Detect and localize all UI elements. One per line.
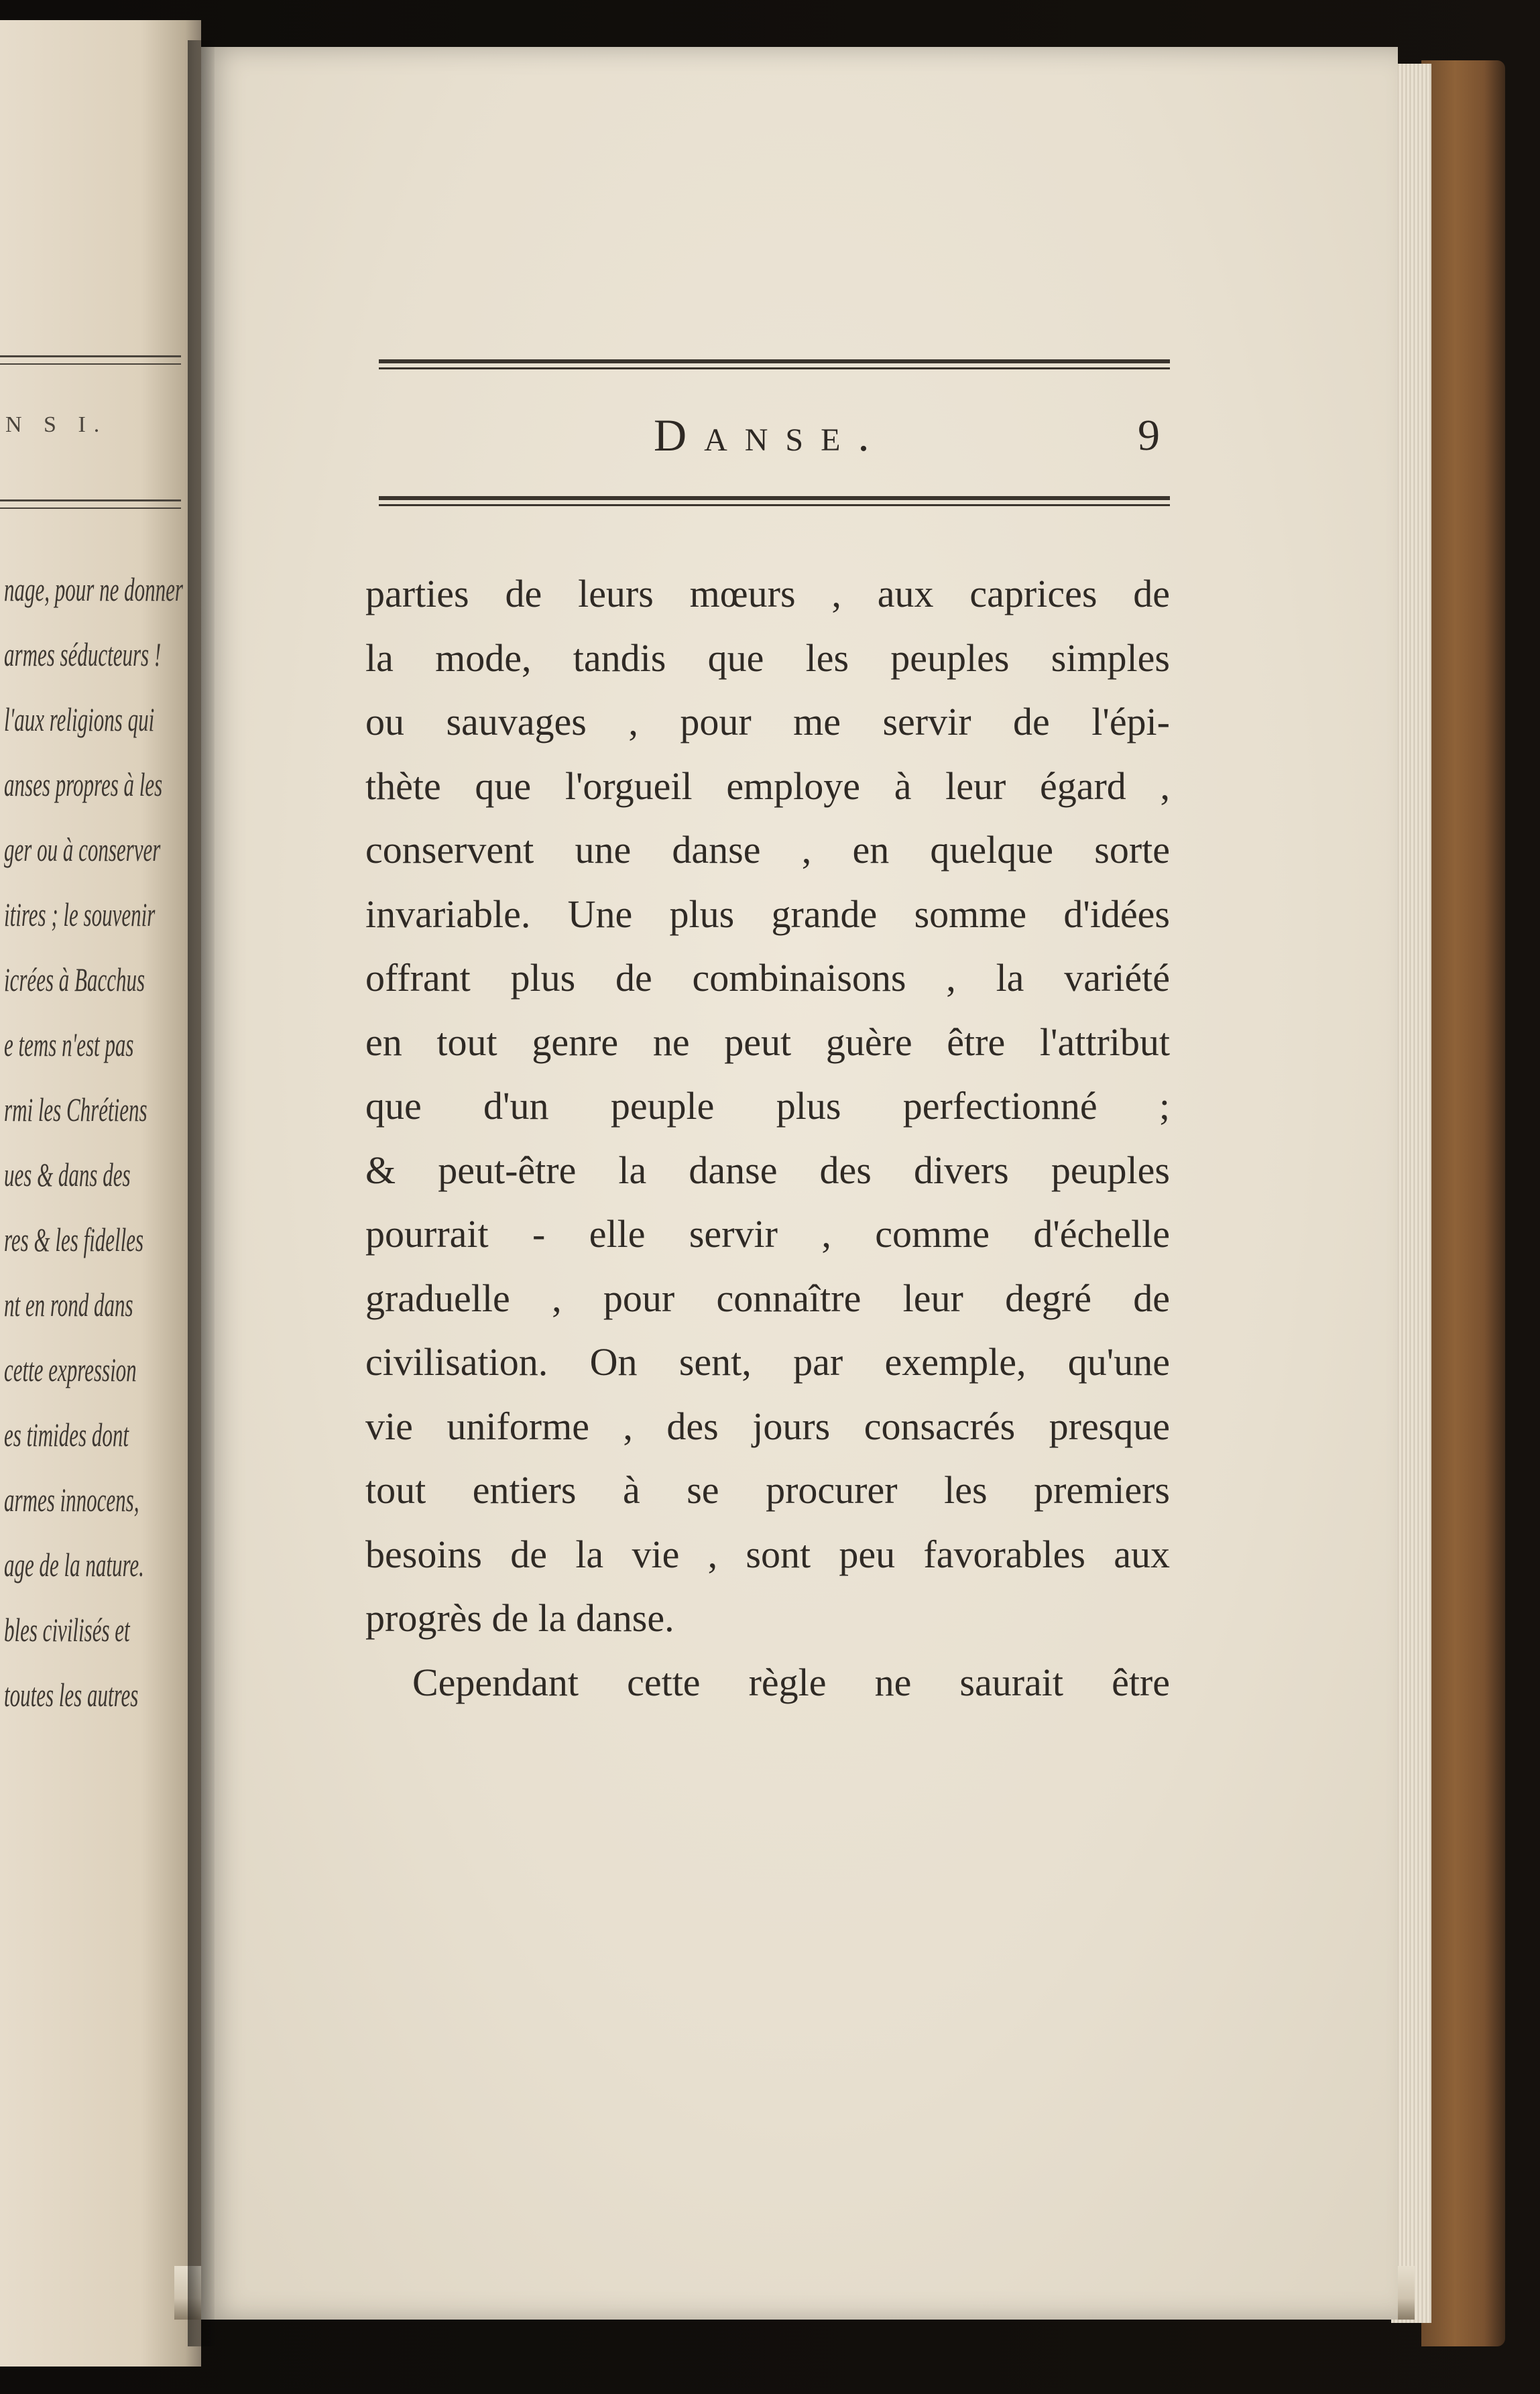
left-fragment-line: nage, pour ne donner xyxy=(4,571,183,608)
text-line: invariable. Une plus grande somme d'idées xyxy=(365,892,1170,936)
left-fragment-line: armes séducteurs ! xyxy=(4,636,162,673)
header-rule-top xyxy=(379,359,1170,369)
left-running-head-fragment: N S I. xyxy=(5,412,108,437)
text-line: parties de leurs mœurs , aux caprices de xyxy=(365,572,1170,615)
text-line: vie uniforme , des jours consacrés presque xyxy=(365,1404,1170,1448)
text-line: offrant plus de combinaisons , la variété xyxy=(365,956,1170,1000)
left-fragment-line: ger ou à conserver xyxy=(4,831,161,868)
header-rule-bottom xyxy=(379,496,1170,506)
left-fragment-line: rmi les Chrétiens xyxy=(4,1091,147,1128)
text-line: civilisation. On sent, par exemple, qu'une xyxy=(365,1340,1170,1384)
text-line: & peut-être la danse des divers peuples xyxy=(365,1148,1170,1192)
page-number: 9 xyxy=(1138,411,1160,460)
text-line: ou sauvages , pour me servir de l'épi- xyxy=(365,700,1170,743)
left-fragment-line: l'aux religions qui xyxy=(4,701,155,738)
left-facing-page xyxy=(0,20,201,2367)
text-line-paragraph-end: progrès de la danse. xyxy=(365,1596,674,1640)
text-line: thète que l'orgueil employe à leur égard , xyxy=(365,764,1170,808)
left-fragment-line: e tems n'est pas xyxy=(4,1026,134,1063)
text-line: tout entiers à se procurer les premiers xyxy=(365,1468,1170,1512)
left-fragment-line: bles civilisés et xyxy=(4,1611,130,1649)
left-fragment-line: es timides dont xyxy=(4,1416,129,1453)
left-fragment-line: age de la nature. xyxy=(4,1546,144,1583)
book-gutter-shadow xyxy=(188,40,215,2346)
left-fragment-line: itires ; le souvenir xyxy=(4,896,156,933)
left-fragment-line: armes innocens, xyxy=(4,1481,139,1518)
text-line: que d'un peuple plus perfectionné ; xyxy=(365,1084,1170,1128)
left-fragment-line: nt en rond dans xyxy=(4,1286,133,1323)
left-fragment-line: cette expression xyxy=(4,1351,137,1388)
left-fragment-line: anses propres à les xyxy=(4,766,163,803)
text-line: besoins de la vie , sont peu favorables aux xyxy=(365,1532,1170,1576)
book-cover-edge xyxy=(1421,60,1505,2346)
left-fragment-line: toutes les autres xyxy=(4,1676,139,1714)
text-line: pourrait - elle servir , comme d'échelle xyxy=(365,1212,1170,1256)
text-line: la mode, tandis que les peuples simples xyxy=(365,636,1170,680)
text-line: graduelle , pour connaître leur degré de xyxy=(365,1276,1170,1320)
left-fragment-line: res & les fidelles xyxy=(4,1221,144,1258)
text-line-paragraph-start: Cependant cette règle ne saurait être xyxy=(412,1660,1170,1704)
left-page-text-fragments xyxy=(0,20,194,2367)
text-line: conservent une danse , en quelque sorte xyxy=(365,828,1170,872)
left-fragment-line: icrées à Bacchus xyxy=(4,961,145,998)
left-fragment-line: ues & dans des xyxy=(4,1156,131,1193)
text-line: en tout genre ne peut guère être l'attribut xyxy=(365,1020,1170,1064)
running-title: Danse. xyxy=(654,410,887,461)
body-text xyxy=(365,562,1170,1714)
